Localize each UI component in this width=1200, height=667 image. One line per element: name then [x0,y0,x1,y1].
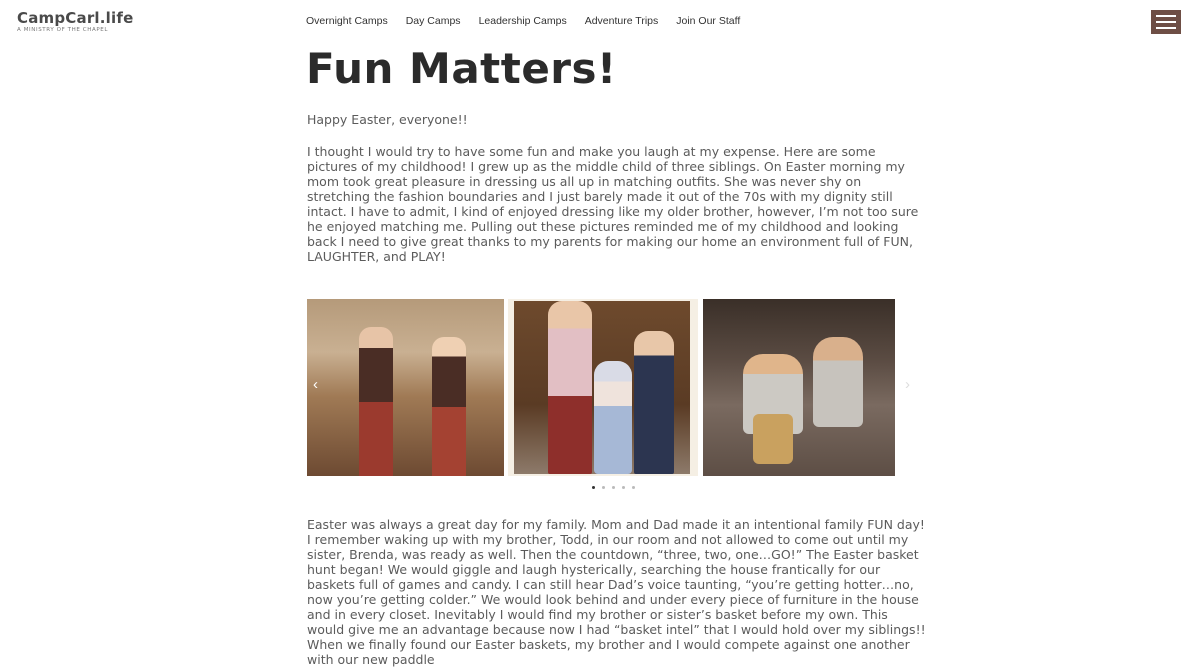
carousel-dot-4[interactable] [622,486,625,489]
greeting-text: Happy Easter, everyone!! [307,112,468,127]
carousel-photo-1 [307,299,504,476]
page-title: Fun Matters! [306,44,617,93]
nav-day-camps[interactable]: Day Camps [405,15,461,27]
carousel-prev-icon[interactable]: ‹ [313,376,318,393]
carousel-photo-2 [508,299,698,476]
carousel-dot-2[interactable] [602,486,605,489]
nav-leadership-camps[interactable]: Leadership Camps [478,15,567,27]
intro-paragraph: I thought I would try to have some fun and make you laugh at my expense. Here are some pictures of my childhood! I grew up as the middle child of three siblings. On Easter morning my mom took great pleasure in dressing us all up in matching outfits. She was never shy on stretching the fashion boundaries and I just barely made it out of the 70s with my dignity still intact. I have to admit, I kind of enjoyed dressing like my older brother, however, I’m not too sure he enjoyed matching me. Pulling out these pictures reminded me of my childhood and looking back I need to give great thanks to my parents for making our home an environment full of FUN, LAUGHTER, and PLAY! [307,144,919,264]
nav-join-our-staff[interactable]: Join Our Staff [676,15,741,27]
site-logo[interactable] [17,11,133,34]
carousel-next-icon[interactable]: › [905,376,910,393]
hamburger-icon[interactable] [1151,10,1181,34]
main-nav [306,15,758,27]
carousel-dot-3[interactable] [612,486,615,489]
carousel-dot-5[interactable] [632,486,635,489]
carousel-dots [592,486,642,489]
story-paragraph: Easter was always a great day for my family. Mom and Dad made it an intentional family FUN day! I remember waking up with my brother, Todd, in our room and not allowed to come out until my sister, Brenda, was ready as well. Then the countdown, “three, two, one…GO!” The Easter basket hunt began! We would giggle and laugh hysterically, searching the house frantically for our baskets full of games and candy. I can still hear Dad’s voice taunting, “you’re getting hotter…no, now you’re getting colder.” We would look behind and under every piece of furniture in the house and in every closet. Inevitably I would find my brother or sister’s basket before my own. This would give me an advantage because now I had “basket intel” that I would hold over my siblings!! When we finally found our Easter baskets, my brother and I would compete against one another with our new paddle [307,517,926,667]
carousel-photo-3 [703,299,895,476]
logo-text: CampCarl.life [17,9,134,27]
photo-carousel[interactable] [307,299,895,476]
logo-tagline: A MINISTRY OF THE CHAPEL [17,27,108,33]
nav-overnight-camps[interactable]: Overnight Camps [306,15,388,27]
nav-adventure-trips[interactable]: Adventure Trips [584,15,659,27]
carousel-dot-1[interactable] [592,486,595,489]
